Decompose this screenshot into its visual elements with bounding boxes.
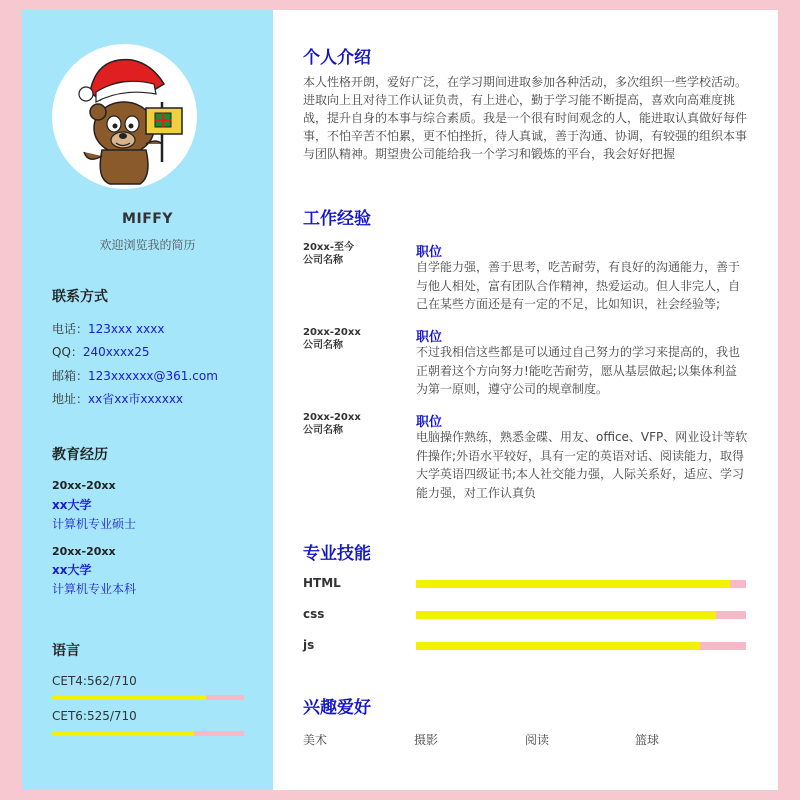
language-bar-fill <box>52 731 194 736</box>
contact-address: 地址：xx省xx市xxxxxx <box>52 392 184 406</box>
language-bar <box>52 695 244 700</box>
skill-bar-fill <box>416 611 716 619</box>
avatar <box>52 44 197 189</box>
main-content <box>273 10 778 790</box>
skill-label: HTML <box>303 576 341 590</box>
skill-bar <box>416 580 746 588</box>
job-date: 20xx-20xx <box>303 412 361 423</box>
job-company: 公司名称 <box>303 425 343 436</box>
job-company: 公司名称 <box>303 340 343 351</box>
job-company: 公司名称 <box>303 255 343 266</box>
education-years: 20xx-20xx <box>52 545 116 558</box>
bear-avatar-icon <box>52 44 197 189</box>
job-position: 职位 <box>416 245 443 260</box>
skill-bar-fill <box>416 642 700 650</box>
hobby-item: 阅读 <box>525 733 550 747</box>
education-title: 教育经历 <box>52 447 108 463</box>
education-years: 20xx-20xx <box>52 479 116 492</box>
job-position: 职位 <box>416 415 443 430</box>
job-position: 职位 <box>416 330 443 345</box>
skill-bar <box>416 611 746 619</box>
welcome-text: 欢迎浏览我的简历 <box>99 238 196 252</box>
education-school: xx大学 <box>52 563 92 577</box>
skills-title: 专业技能 <box>303 544 371 564</box>
language-label: CET6:525/710 <box>52 709 137 723</box>
job-description: 不过我相信这些都是可以通过自己努力的学习来提高的，我也正朝着这个方向努力!能吃苦耐劳，愿从基层做起;以集体利益为第一原则，遵守公司的规章制度。 <box>416 345 741 396</box>
job-date: 20xx-20xx <box>303 327 361 338</box>
contact-phone: 电话：123xxx xxxx <box>52 322 165 336</box>
contact-email: 邮箱：123xxxxxx@361.com <box>52 369 218 383</box>
language-label: CET4:562/710 <box>52 674 137 688</box>
profile-name: MIFFY <box>122 211 173 227</box>
skill-label: js <box>303 638 315 652</box>
hobby-item: 美术 <box>303 733 328 747</box>
language-bar <box>52 731 244 736</box>
hobby-item: 摄影 <box>414 733 439 747</box>
skill-bar-fill <box>416 580 730 588</box>
education-major: 计算机专业本科 <box>52 582 137 596</box>
contact-title: 联系方式 <box>52 289 108 305</box>
hobbies-title: 兴趣爱好 <box>303 698 371 718</box>
intro-text: 本人性格开朗，爱好广泛，在学习期间进取参加各种活动，多次组织一些学校活动。进取向上且对待工作认证负责，有上进心，勤于学习能不断提高，喜欢向高难度挑战，提升自身的本事与综合素质。我是一个很有时间观念的人，能进取认真做好每件事，不怕辛苦不怕累，更不怕挫折，待人真诚，善于沟通、协调，有较强的组织本事与团队精神。期望贵公司能给我一个学习和锻炼的平台，我会好好把握 <box>303 75 748 161</box>
job-description: 自学能力强，善于思考，吃苦耐劳，有良好的沟通能力，善于与他人相处，富有团队合作精神，热爱运动。但人非完人，自己在某些方面还是有一定的不足，比如知识，社会经验等; <box>416 260 741 311</box>
language-title: 语言 <box>52 643 80 659</box>
intro-title: 个人介绍 <box>303 48 371 68</box>
job-description: 电脑操作熟练，熟悉金碟、用友、office、VFP、网业设计等软件操作;外语水平较好，具有一定的英语对话、阅读能力，取得大学英语四级证书;本人社交能力强，人际关系好，适应、学习能力强，对工作认真负 <box>416 430 748 500</box>
hobby-item: 篮球 <box>635 733 660 747</box>
work-title: 工作经验 <box>303 209 371 229</box>
job-date: 20xx-至今 <box>303 242 354 253</box>
education-school: xx大学 <box>52 498 92 512</box>
sidebar <box>22 10 273 790</box>
resume-page <box>22 10 778 790</box>
language-bar-fill <box>52 695 206 700</box>
skill-label: css <box>303 607 325 621</box>
contact-qq: QQ：240xxxx25 <box>52 345 150 359</box>
skill-bar <box>416 642 746 650</box>
education-major: 计算机专业硕士 <box>52 517 137 531</box>
